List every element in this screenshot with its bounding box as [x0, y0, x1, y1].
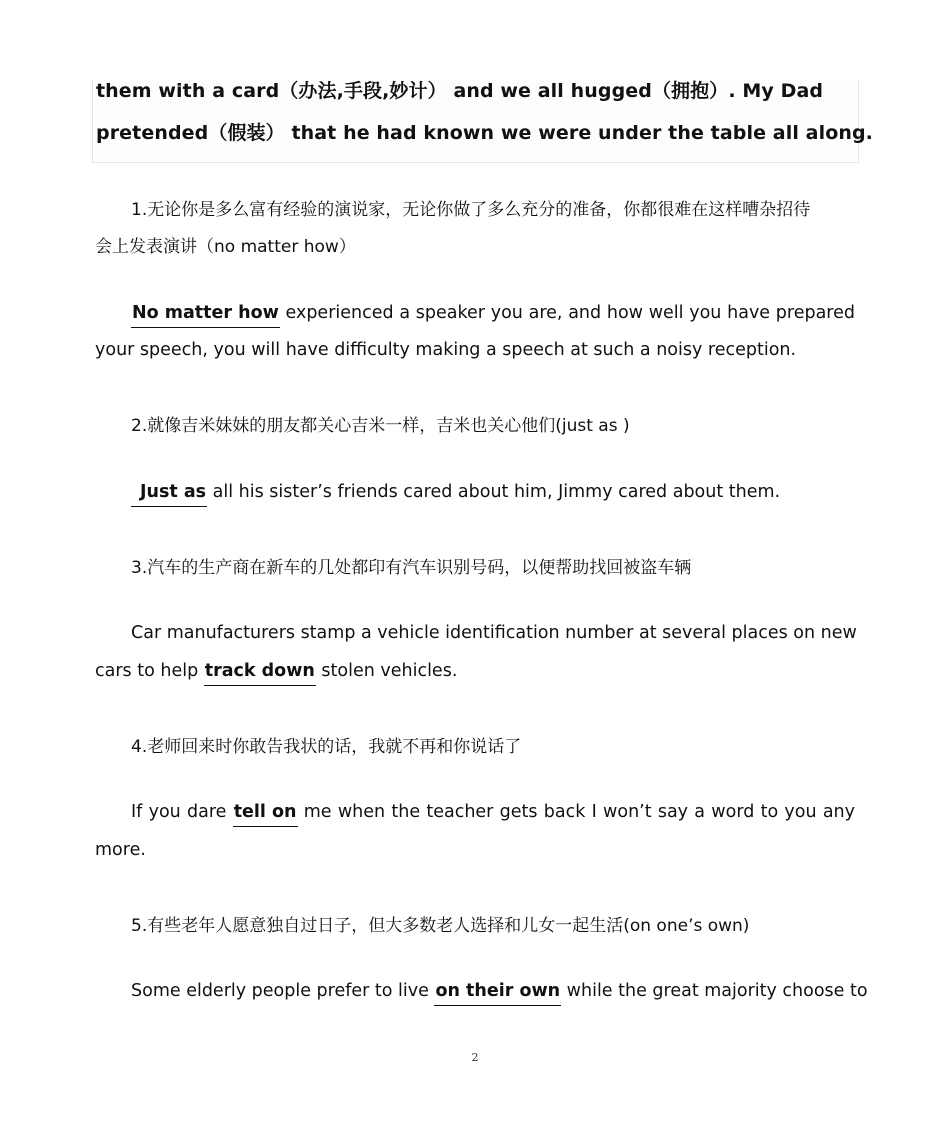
item-4-english-text-after: me when the teacher gets back I won’t say a word to you any [297, 802, 856, 822]
item-1-chinese-line-2: 会上发表演讲（no matter how） [95, 237, 356, 257]
item-4-chinese-line: 4.老师回来时你敢告我状的话，我就不再和你说话了 [131, 737, 522, 757]
item-4-keyword: tell on [233, 804, 298, 827]
item-3-english-text-before: cars to help [95, 661, 204, 681]
item-1-english-text: experienced a speaker you are, and how well you have prepared [279, 303, 855, 323]
item-1-english-line-1 [131, 303, 855, 328]
item-2-english-text: all his sister’s friends cared about him, Jimmy cared about them. [207, 482, 781, 502]
item-4-english-text-before: If you dare [131, 802, 233, 822]
item-5-english-line-1 [131, 981, 868, 1006]
item-2-chinese-line: 2.就像吉米妹妹的朋友都关心吉米一样，吉米也关心他们(just as ) [131, 416, 630, 436]
item-2-keyword: Just as [131, 484, 207, 507]
item-5-keyword: on their own [434, 983, 561, 1006]
item-5-chinese-line: 5.有些老年人愿意独自过日子，但大多数老人选择和儿女一起生活(on one’s own) [131, 916, 750, 936]
item-3-english-line-1: Car manufacturers stamp a vehicle identification number at several places on new [131, 623, 857, 643]
item-3-keyword: track down [204, 663, 316, 686]
page-number: 2 [471, 1051, 479, 1064]
item-1-english-line-2: your speech, you will have difficulty making a speech at such a noisy reception. [95, 340, 797, 360]
item-4-english-line-1 [131, 802, 855, 827]
item-4-english-line-2: more. [95, 840, 146, 860]
item-3-english-text-after: stolen vehicles. [315, 661, 458, 681]
passage-line-2: pretended（假装） that he had known we were under the table all along. [96, 122, 873, 144]
item-5-english-text-before: Some elderly people prefer to live [131, 981, 435, 1001]
passage-line-1: them with a card（办法,手段,妙计） and we all hugged（拥抱）. My Dad [96, 80, 824, 102]
item-5-english-text-after: while the great majority choose to [561, 981, 868, 1001]
item-1-keyword: No matter how [131, 305, 280, 328]
passage-box [92, 79, 873, 163]
item-1-chinese-line-1: 1.无论你是多么富有经验的演说家，无论你做了多么充分的准备，你都很难在这样嘈杂招待 [131, 200, 811, 220]
item-3-english-line-2 [95, 661, 855, 686]
item-2-english-line [131, 482, 855, 507]
item-3-chinese-line: 3.汽车的生产商在新车的几处都印有汽车识别号码，以便帮助找回被盗车辆 [131, 558, 692, 578]
